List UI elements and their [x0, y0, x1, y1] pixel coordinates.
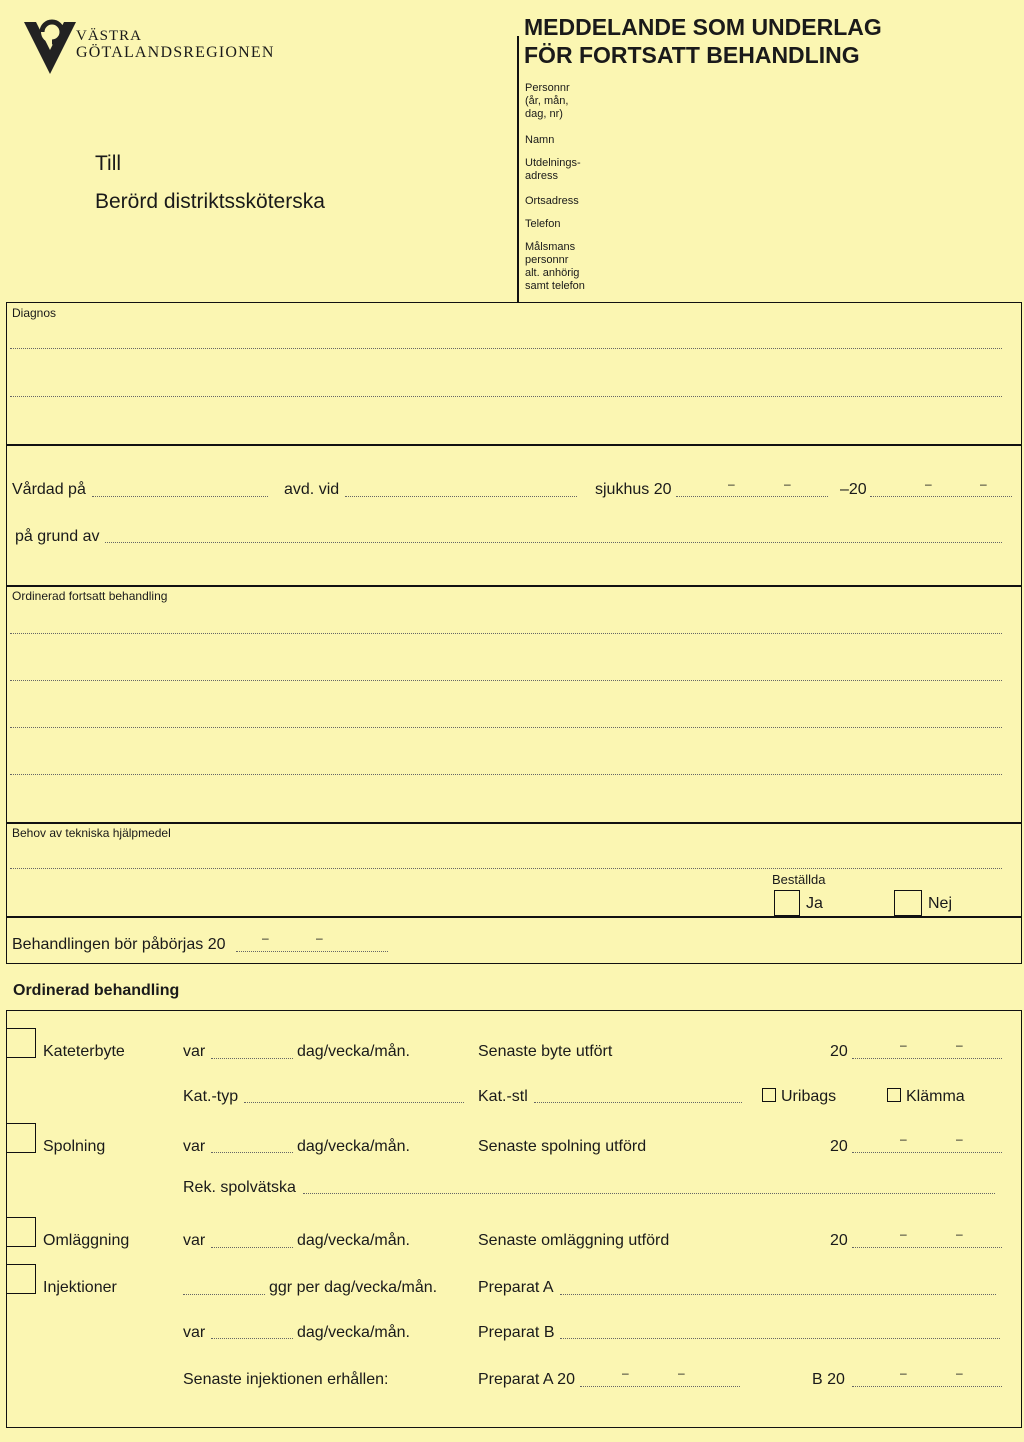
rek-spolvatska-label: Rek. spolvätska: [183, 1179, 296, 1196]
oml-unit: dag/vecka/mån.: [297, 1232, 410, 1249]
form-title-line1: MEDDELANDE SOM UNDERLAG: [524, 14, 882, 40]
avd-label: avd. vid: [284, 481, 340, 498]
ordinerad-fortsatt-label: Ordinerad fortsatt behandling: [12, 589, 168, 603]
sjukhus-date-to[interactable]: [870, 496, 1012, 497]
spol-var-field[interactable]: [211, 1152, 293, 1153]
preparat-a-label: Preparat A: [478, 1279, 554, 1296]
inj-var-label: var: [183, 1324, 206, 1341]
diagnos-line-2[interactable]: [10, 396, 1002, 397]
katstl-label: Kat.-stl: [478, 1088, 528, 1105]
hjalpmedel-field[interactable]: [10, 868, 1002, 869]
ordinerad-heading: Ordinerad behandling: [13, 982, 180, 999]
preparat-a-date-field[interactable]: [580, 1386, 740, 1387]
diagnos-line-1[interactable]: [10, 348, 1002, 349]
preparat-a20-label: Preparat A 20: [478, 1371, 575, 1388]
pa-grund-label: på grund av: [15, 528, 100, 545]
injektioner-label: Injektioner: [43, 1279, 117, 1296]
ortsadress-label: Ortsadress: [525, 195, 579, 207]
rek-spolvatska-field[interactable]: [303, 1193, 995, 1194]
logo-line1: VÄSTRA: [76, 28, 143, 44]
oml-senaste-label: Senaste omläggning utförd: [478, 1232, 670, 1249]
inj-ggr-label: ggr per dag/vecka/mån.: [269, 1279, 438, 1296]
katstl-field[interactable]: [534, 1102, 742, 1103]
spol-date-field[interactable]: [852, 1152, 1002, 1153]
spolning-checkbox[interactable]: [6, 1123, 36, 1153]
vardad-field[interactable]: [92, 496, 268, 497]
inj-b-dash-2: –: [956, 1366, 963, 1380]
nej-checkbox[interactable]: [894, 890, 922, 916]
form-title-line2: FÖR FORTSATT BEHANDLING: [524, 42, 860, 68]
bestallda-label: Beställda: [772, 872, 826, 887]
omlaggning-label: Omläggning: [43, 1232, 130, 1249]
ordinerad-line-1[interactable]: [10, 633, 1002, 634]
inj-unit: dag/vecka/mån.: [297, 1324, 410, 1341]
avd-field[interactable]: [345, 496, 577, 497]
kat-date-field[interactable]: [852, 1058, 1002, 1059]
ja-label: Ja: [806, 895, 823, 912]
start-date-field[interactable]: [236, 951, 388, 952]
date-to-label: –20: [840, 481, 867, 498]
sjukhus-date-from[interactable]: [676, 496, 828, 497]
oml-var-field[interactable]: [211, 1247, 293, 1248]
spol-senaste-label: Senaste spolning utförd: [478, 1138, 647, 1155]
ordinerad-line-3[interactable]: [10, 727, 1002, 728]
inj-ggr-field[interactable]: [183, 1294, 265, 1295]
kateterbyte-label: Kateterbyte: [43, 1043, 125, 1060]
kattyp-label: Kat.-typ: [183, 1088, 239, 1105]
b20-label: B 20: [812, 1371, 845, 1388]
date-dash-4: –: [980, 477, 987, 491]
personnr-label: Personnr (år, mån, dag, nr): [525, 82, 570, 120]
injektioner-checkbox[interactable]: [6, 1264, 36, 1294]
ordinerad-line-4[interactable]: [10, 774, 1002, 775]
namn-label: Namn: [525, 134, 555, 146]
start-dash-2: –: [316, 931, 323, 945]
kattyp-field[interactable]: [244, 1102, 464, 1103]
malsman-label: Målsmans personnr alt. anhörig samt telefon: [525, 241, 585, 292]
preparat-a-field[interactable]: [560, 1294, 996, 1295]
oml-var-label: var: [183, 1232, 206, 1249]
inj-a-dash-2: –: [678, 1366, 685, 1380]
start-label: Behandlingen bör påbörjas 20: [12, 936, 226, 953]
to-label: Till: [95, 152, 122, 175]
diagnos-label: Diagnos: [12, 306, 57, 320]
logo-line2: GÖTALANDSREGIONEN: [76, 44, 275, 61]
kat-year: 20: [830, 1043, 848, 1060]
start-dash-1: –: [262, 931, 269, 945]
ordinerad-box: [6, 1010, 1022, 1428]
date-dash-1: –: [728, 477, 735, 491]
omlaggning-checkbox[interactable]: [6, 1217, 36, 1247]
kat-senaste-label: Senaste byte utfört: [478, 1043, 613, 1060]
inj-b-dash-1: –: [900, 1366, 907, 1380]
kat-unit: dag/vecka/mån.: [297, 1043, 410, 1060]
klamma-checkbox[interactable]: [887, 1088, 901, 1102]
inj-a-dash-1: –: [622, 1366, 629, 1380]
pa-grund-field[interactable]: [105, 542, 1002, 543]
hjalpmedel-label: Behov av tekniska hjälpmedel: [12, 826, 171, 840]
spol-unit: dag/vecka/mån.: [297, 1138, 410, 1155]
uribags-checkbox[interactable]: [762, 1088, 776, 1102]
spol-dash-2: –: [956, 1132, 963, 1146]
date-dash-2: –: [784, 477, 791, 491]
preparat-b-label: Preparat B: [478, 1324, 555, 1341]
klamma-label: Klämma: [906, 1088, 965, 1105]
inj-senaste-label: Senaste injektionen erhållen:: [183, 1371, 389, 1388]
kat-dash-1: –: [900, 1038, 907, 1052]
ordinerad-line-2[interactable]: [10, 680, 1002, 681]
spol-year: 20: [830, 1138, 848, 1155]
uribags-label: Uribags: [781, 1088, 837, 1105]
spol-dash-1: –: [900, 1132, 907, 1146]
sjukhus-label: sjukhus 20: [595, 481, 672, 498]
oml-dash-2: –: [956, 1227, 963, 1241]
spolning-label: Spolning: [43, 1138, 106, 1155]
ja-checkbox[interactable]: [774, 890, 800, 916]
vardad-label: Vårdad på: [12, 481, 86, 498]
recipient: Berörd distriktssköterska: [95, 190, 325, 213]
preparat-b-field[interactable]: [560, 1338, 1000, 1339]
spol-var-label: var: [183, 1138, 206, 1155]
kateterbyte-checkbox[interactable]: [6, 1028, 36, 1058]
nej-label: Nej: [928, 895, 953, 912]
inj-var-field[interactable]: [211, 1338, 293, 1339]
region-logo: [22, 16, 322, 80]
kat-var-field[interactable]: [211, 1058, 293, 1059]
kat-var-label: var: [183, 1043, 206, 1060]
oml-dash-1: –: [900, 1227, 907, 1241]
date-dash-3: –: [925, 477, 932, 491]
utdelning-label: Utdelnings- adress: [525, 157, 581, 182]
telefon-label: Telefon: [525, 218, 561, 230]
logo-icon: [22, 16, 78, 78]
oml-year: 20: [830, 1232, 848, 1249]
kat-dash-2: –: [956, 1038, 963, 1052]
preparat-b-date-field[interactable]: [852, 1386, 1002, 1387]
oml-date-field[interactable]: [852, 1247, 1002, 1248]
